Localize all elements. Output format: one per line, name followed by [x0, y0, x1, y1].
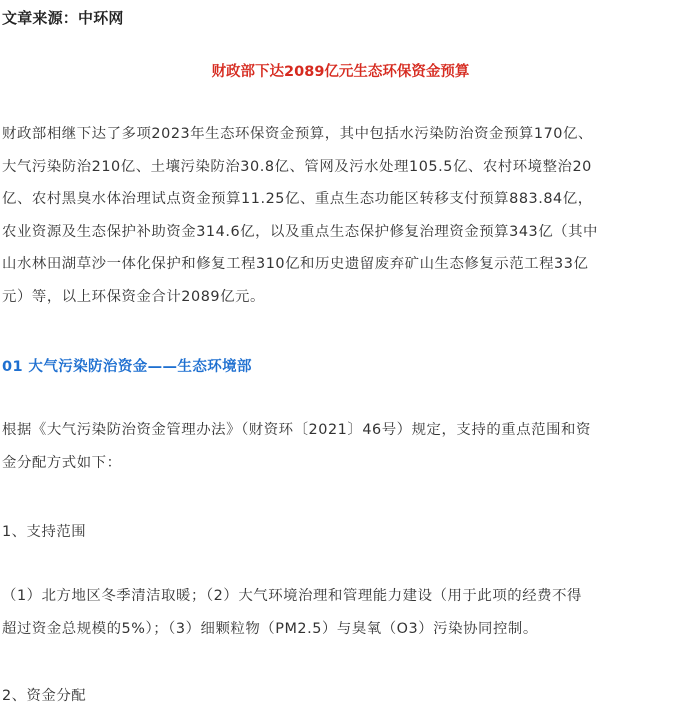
scope-paragraph [2, 580, 681, 645]
basis-line-1: 根据《大气污染防治资金管理办法》（财资环〔2021〕46号）规定，支持的重点范围和资 [2, 422, 591, 438]
item-1-heading: 1、支持范围 [2, 524, 87, 540]
basis-line-2: 金分配方式如下： [2, 454, 122, 471]
basis-paragraph [2, 414, 681, 479]
scope-line-1: （1）北方地区冬季清洁取暖；（2）大气环境治理和管理能力建设（用于此项的经费不得 [2, 588, 582, 604]
scope-line-2: 超过资金总规模的5%）；（3）细颗粒物（PM2.5）与臭氧（O3）污染协同控制。 [2, 620, 538, 637]
intro-line-1: 财政部相继下达了多项2023年生态环保资金预算，其中包括水污染防治资金预算170亿、 [2, 126, 593, 142]
intro-paragraph [2, 118, 681, 313]
intro-line-2: 大气污染防治210亿、土壤污染防治30.8亿、管网及污水处理105.5亿、农村环境整治20 [2, 158, 592, 175]
article-title: 财政部下达2089亿元生态环保资金预算 [211, 64, 470, 80]
intro-line-3: 亿、农村黑臭水体治理试点资金预算11.25亿、重点生态功能区转移支付预算883.84亿， [2, 191, 593, 207]
section-01-heading: 01 大气污染防治资金——生态环境部 [2, 359, 252, 375]
item-2-heading: 2、资金分配 [2, 688, 87, 704]
intro-line-4: 农业资源及生态保护补助资金314.6亿，以及重点生态保护修复治理资金预算343亿（其中 [2, 223, 598, 240]
article-source: 文章来源：中环网 [2, 9, 124, 27]
intro-line-5: 山水林田湖草沙一体化保护和修复工程310亿和历史遗留废弃矿山生态修复示范工程33亿 [2, 256, 589, 272]
intro-line-6: 元）等，以上环保资金合计2089亿元。 [2, 288, 265, 305]
